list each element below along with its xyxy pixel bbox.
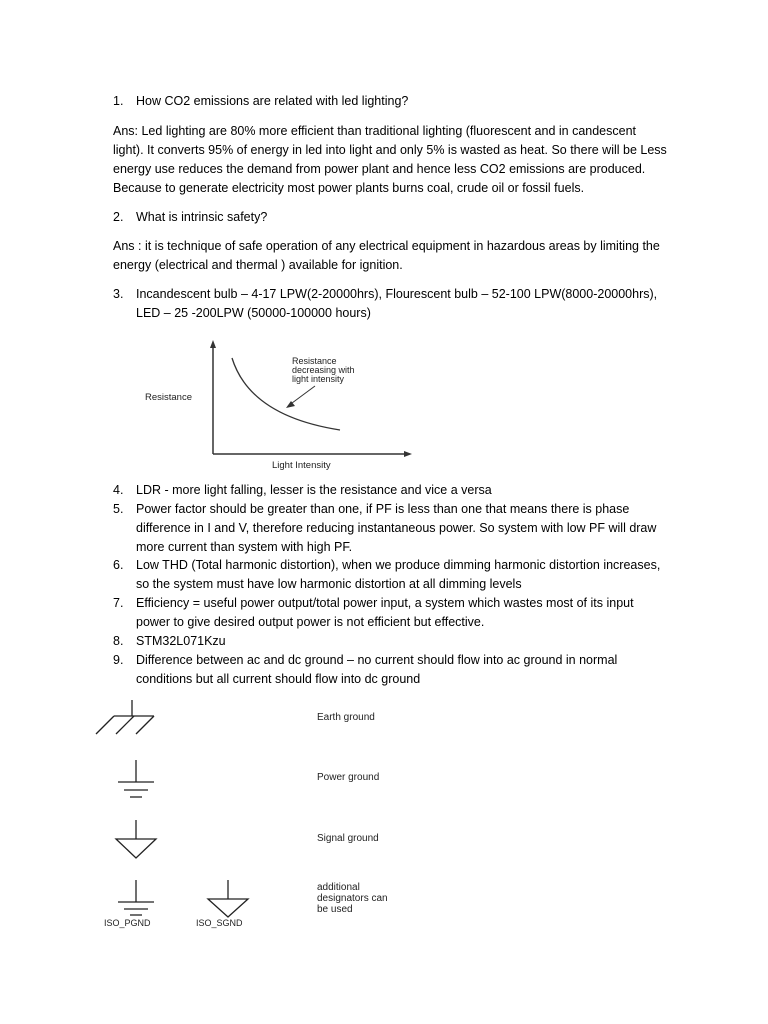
list-item-line: STM32L071Kzu bbox=[136, 634, 226, 648]
list-item-number: 6. bbox=[113, 558, 124, 572]
answer-2 bbox=[113, 237, 658, 275]
graph-annotation-line: decreasing with bbox=[292, 365, 355, 375]
answer-1-line: energy use reduces the demand from power plant and hence less CO2 emissions are produced. bbox=[113, 162, 646, 176]
iso-pgnd-symbol bbox=[118, 880, 154, 915]
list-item-8 bbox=[113, 632, 658, 652]
list-item-4 bbox=[113, 481, 658, 501]
graph-y-label: Resistance bbox=[145, 392, 192, 403]
signal-ground-symbol bbox=[116, 820, 156, 858]
earth-ground-symbol bbox=[96, 700, 154, 734]
answer-2-line: Ans : it is technique of safe operation of any electrical equipment in hazardous areas by limiting the bbox=[113, 239, 660, 253]
answer-1-line: Ans: Led lighting are 80% more efficient than traditional lighting (fluorescent and in candescent bbox=[113, 124, 637, 138]
graph-annotation-line: Resistance bbox=[292, 356, 337, 366]
power-ground-symbol bbox=[118, 760, 154, 797]
graph-annotation-line: light intensity bbox=[292, 374, 345, 384]
answer-1 bbox=[113, 122, 667, 198]
list-item-line: conditions but all current should flow into dc ground bbox=[136, 672, 421, 686]
signal-ground-label: Signal ground bbox=[317, 833, 379, 844]
list-item-line: Efficiency = useful power output/total power input, a system which wastes most of its input bbox=[136, 596, 634, 610]
answer-1-line: light). It converts 95% of energy in led into light and only 5% is wasted as heat. So there will be Less bbox=[113, 143, 667, 157]
list-item-line: power to give desired output power is not efficient but effective. bbox=[136, 615, 485, 629]
list-item-6 bbox=[113, 556, 661, 594]
answer-1-line: Because to generate electricity most power plants burns coal, crude oil or fossil fuels. bbox=[113, 181, 585, 195]
graph-y-arrow bbox=[210, 340, 216, 348]
list-item-7 bbox=[113, 594, 658, 632]
list-item-line: so the system must have low harmonic distortion at all dimming levels bbox=[136, 577, 522, 591]
answer-2-line: energy (electrical and thermal ) available for ignition. bbox=[113, 258, 403, 272]
list-item-number: 7. bbox=[113, 596, 124, 610]
list-item-9 bbox=[113, 651, 658, 689]
list-item-line: difference in I and V, therefore reducing instantaneous power. So system with low PF will draw bbox=[136, 521, 657, 535]
list-item-number: 8. bbox=[113, 634, 124, 648]
list-item-line: Power factor should be greater than one, if PF is less than one that means there is phase bbox=[136, 502, 630, 516]
question-2-text: What is intrinsic safety? bbox=[136, 210, 268, 224]
additional-designators-line: additional bbox=[317, 882, 360, 893]
iso-sgnd-label: ISO_SGND bbox=[196, 918, 243, 928]
list-item-5 bbox=[113, 500, 658, 557]
list-item-line: more current than system with high PF. bbox=[136, 540, 353, 554]
list-item-number: 5. bbox=[113, 502, 124, 516]
question-2-number: 2. bbox=[113, 210, 124, 224]
additional-designators-line: designators can bbox=[317, 893, 388, 904]
list-item-number: 4. bbox=[113, 483, 124, 497]
ground-symbols-figure bbox=[92, 696, 427, 930]
power-ground-label: Power ground bbox=[317, 772, 380, 783]
question-1-text: How CO2 emissions are related with led lighting? bbox=[136, 94, 409, 108]
earth-ground-label: Earth ground bbox=[317, 712, 375, 723]
list-item-line: Incandescent bulb – 4-17 LPW(2-20000hrs), Flourescent bulb – 52-100 LPW(8000-20000hrs), bbox=[136, 287, 658, 301]
additional-designators-line: be used bbox=[317, 904, 353, 915]
list-item-number: 9. bbox=[113, 653, 124, 667]
list-item-line: Difference between ac and dc ground – no current should flow into ac ground in normal bbox=[136, 653, 618, 667]
list-item-3 bbox=[113, 285, 658, 325]
graph-x-label: Light Intensity bbox=[272, 460, 331, 471]
ldr-resistance-graph bbox=[140, 338, 420, 473]
list-item-line: LED – 25 -200LPW (50000-100000 hours) bbox=[136, 306, 371, 320]
list-item-number: 3. bbox=[113, 287, 124, 301]
question-1-number: 1. bbox=[113, 94, 124, 108]
graph-x-arrow bbox=[404, 451, 412, 457]
iso-sgnd-symbol bbox=[208, 880, 248, 917]
list-item-line: LDR - more light falling, lesser is the resistance and vice a versa bbox=[136, 483, 492, 497]
iso-pgnd-label: ISO_PGND bbox=[104, 918, 151, 928]
list-item-line: Low THD (Total harmonic distortion), when we produce dimming harmonic distortion increases, bbox=[136, 558, 661, 572]
